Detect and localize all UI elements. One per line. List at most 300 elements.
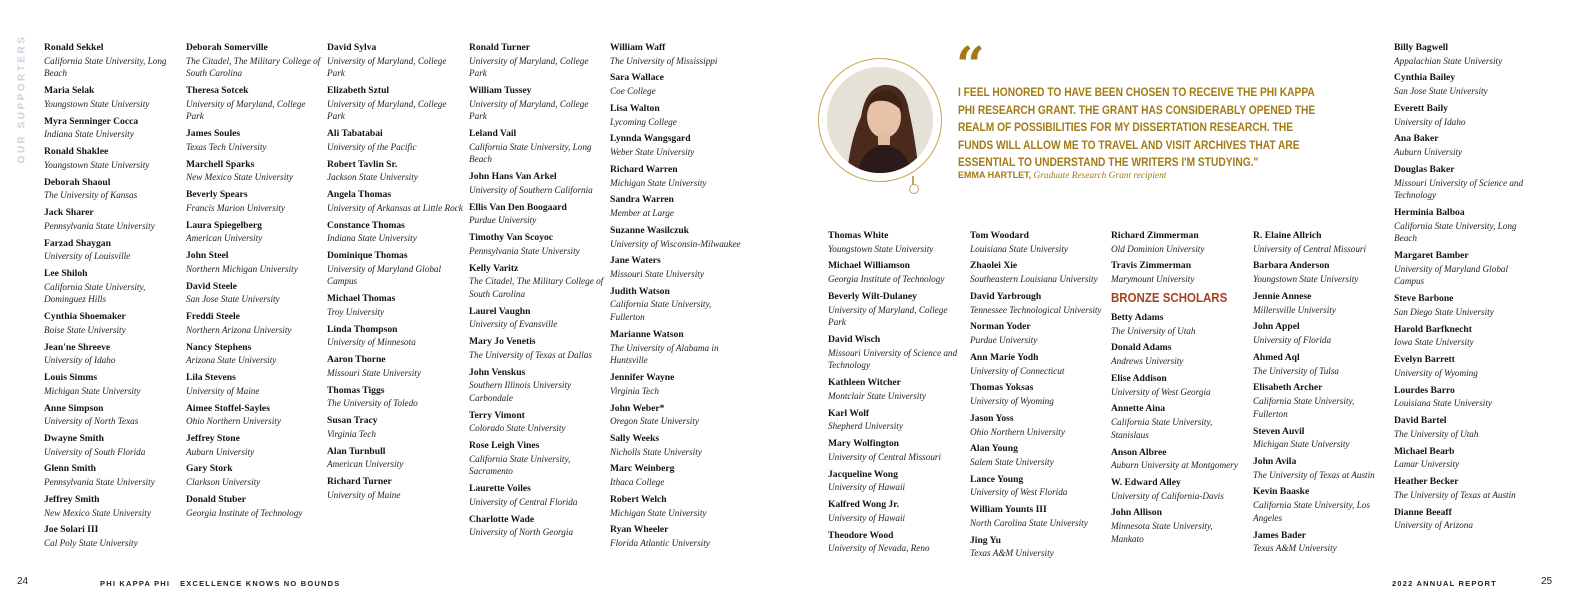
supporters-column-10 xyxy=(1394,42,1530,537)
supporter-school: San Jose State University xyxy=(186,294,280,305)
supporter-entry xyxy=(1394,250,1530,288)
supporter-name: Donald Stuber xyxy=(186,493,246,505)
supporter-entry xyxy=(1394,207,1530,245)
supporter-school: Member at Large xyxy=(610,208,674,219)
supporter-entry xyxy=(970,413,1106,438)
supporter-name: Marianne Watson xyxy=(610,328,684,340)
supporter-entry xyxy=(610,255,746,280)
supporter-entry xyxy=(1394,293,1530,318)
supporter-school: The University of Texas at Austin xyxy=(1253,469,1375,480)
supporter-name: David Bartel xyxy=(1394,415,1447,427)
supporter-school: Michigan State University xyxy=(1253,439,1350,450)
supporter-name: Ronald Sekkel xyxy=(44,42,104,53)
supporter-entry xyxy=(469,232,605,257)
supporter-entry xyxy=(970,443,1106,468)
supporter-school: University of Central Florida xyxy=(469,496,578,507)
supporter-name: Everett Baily xyxy=(1394,102,1448,114)
supporter-name: Judith Watson xyxy=(610,285,670,297)
supporter-entry xyxy=(44,372,180,397)
supporter-school: Andrews University xyxy=(1111,356,1184,367)
supporter-name: Louis Simms xyxy=(44,372,98,384)
supporter-school: Youngstown State University xyxy=(44,98,150,109)
supporter-name: Mary Wolfington xyxy=(828,438,899,450)
supporter-entry xyxy=(186,42,322,80)
supporter-school: The University of Alabama in Huntsville xyxy=(610,342,719,366)
supporter-school: Auburn University at Montgomery xyxy=(1111,460,1238,471)
supporter-school: University of Arkansas at Little Rock xyxy=(327,202,463,213)
supporter-school: The University of Texas at Austin xyxy=(1394,489,1516,500)
quote-author: EMMA HARTLET, xyxy=(958,170,1032,180)
supporter-entry xyxy=(327,415,463,440)
supporter-name: Jacqueline Wong xyxy=(828,468,898,480)
supporter-entry xyxy=(1111,342,1247,367)
supporter-entry xyxy=(828,291,964,329)
supporter-name: Jeffrey Stone xyxy=(186,433,240,444)
supporter-school: The Citadel, The Military College of South Carolina xyxy=(469,276,604,299)
supporter-school: Ohio Northern University xyxy=(186,416,281,427)
supporter-school: University of Maryland, College Park xyxy=(186,98,306,122)
supporter-name: Susan Tracy xyxy=(327,415,378,427)
supporter-entry xyxy=(1111,507,1247,545)
supporter-school: Northern Michigan University xyxy=(186,263,298,274)
supporter-entry xyxy=(970,474,1106,499)
supporter-entry xyxy=(186,342,322,367)
supporter-name: Myra Senninger Cocca xyxy=(44,115,139,127)
supporter-entry xyxy=(1253,530,1389,555)
supporters-column-2 xyxy=(186,42,322,524)
supporter-entry xyxy=(970,260,1106,285)
supporter-entry xyxy=(1111,312,1247,337)
supporter-entry xyxy=(610,433,746,458)
supporter-school: Boise State University xyxy=(44,324,126,335)
supporter-school: University of Maryland, College Park xyxy=(469,98,589,122)
supporter-school: University of Maine xyxy=(327,489,401,500)
supporter-entry xyxy=(610,286,746,324)
supporter-entry xyxy=(970,230,1106,255)
supporter-school: University of Maryland, College Park xyxy=(469,55,589,79)
supporter-name: William Waff xyxy=(610,42,666,53)
supporter-entry xyxy=(327,250,463,288)
supporter-name: Elise Addison xyxy=(1111,372,1167,384)
supporter-school: Ithaca College xyxy=(610,477,665,488)
supporter-school: Coe College xyxy=(610,86,656,97)
supporter-entry xyxy=(469,306,605,331)
supporter-school: Colorado State University xyxy=(469,423,566,434)
supporter-name: Ali Tabatabai xyxy=(327,128,383,140)
supporter-entry xyxy=(186,372,322,397)
supporter-entry xyxy=(44,433,180,458)
section-label: OUR SUPPORTERS xyxy=(16,34,28,164)
supporter-school: Millersville University xyxy=(1253,304,1336,315)
supporter-entry xyxy=(44,268,180,306)
supporter-name: Lance Young xyxy=(970,473,1024,485)
supporter-entry xyxy=(1111,477,1247,502)
supporter-entry xyxy=(44,42,180,80)
supporter-school: Texas A&M University xyxy=(1253,543,1337,554)
supporter-name: Joe Solari III xyxy=(44,524,99,536)
supporter-school: Michigan State University xyxy=(44,385,141,396)
photo-dot xyxy=(909,184,919,194)
supporter-entry xyxy=(828,260,964,285)
supporter-name: Herminia Balboa xyxy=(1394,207,1465,219)
supporter-school: University of North Georgia xyxy=(469,527,574,538)
supporter-school: University of Wisconsin-Milwaukee xyxy=(610,238,741,249)
supporter-school: California State University, Stanislaus xyxy=(1111,417,1213,440)
supporter-name: Robert Tavlin Sr. xyxy=(327,158,398,170)
supporter-entry xyxy=(186,433,322,458)
supporter-school: North Carolina State University xyxy=(970,517,1088,528)
supporter-name: Michael Thomas xyxy=(327,293,396,305)
supporter-name: Harold Barfknecht xyxy=(1394,323,1472,335)
supporter-entry xyxy=(44,494,180,519)
supporter-entry xyxy=(469,202,605,227)
supporter-school: Oregon State University xyxy=(610,416,699,427)
supporter-name: Jean'ne Shreeve xyxy=(44,341,111,353)
supporter-name: Douglas Baker xyxy=(1394,163,1455,175)
supporter-name: Jing Yu xyxy=(970,534,1002,546)
footer-org-name: PHI KAPPA PHI xyxy=(100,579,171,588)
supporter-entry xyxy=(828,334,964,372)
supporter-name: John Appel xyxy=(1253,321,1300,333)
supporter-name: William Younts III xyxy=(970,504,1047,516)
supporter-school: Minnesota State University, Mankato xyxy=(1111,521,1213,544)
supporter-school: University of Florida xyxy=(1253,335,1332,346)
supporter-entry xyxy=(1394,72,1530,97)
supporter-name: Ellis Van Den Boogaard xyxy=(469,201,567,213)
supporter-name: Jennifer Wayne xyxy=(610,372,675,384)
supporter-school: The University of Utah xyxy=(1394,428,1479,439)
supporter-school: California State University, Fullerton xyxy=(1253,396,1355,419)
supporter-school: Youngstown State University xyxy=(1253,274,1359,285)
supporter-school: Virginia Tech xyxy=(610,385,659,396)
supporter-entry xyxy=(1111,403,1247,441)
supporter-entry xyxy=(44,85,180,110)
supporter-school: Michigan State University xyxy=(610,177,707,188)
supporter-name: Theodore Wood xyxy=(828,529,894,541)
supporter-name: Lisa Walton xyxy=(610,102,660,114)
footer-report: 2022 ANNUAL REPORT xyxy=(1392,579,1497,588)
supporter-name: Rose Leigh Vines xyxy=(469,440,540,452)
bronze-scholars-heading: BRONZE SCHOLARS xyxy=(1111,290,1228,305)
supporter-school: Pennsylvania State University xyxy=(44,220,155,231)
supporter-name: Aimee Stoffel-Sayles xyxy=(186,402,270,414)
supporter-name: David Yarbrough xyxy=(970,290,1042,302)
supporter-name: Beverly Spears xyxy=(186,189,248,201)
supporter-entry xyxy=(610,403,746,428)
supporter-name: Donald Adams xyxy=(1111,342,1172,354)
supporter-school: University of Southern California xyxy=(469,184,593,195)
supporter-entry xyxy=(469,263,605,301)
supporters-column-8 xyxy=(1111,230,1247,551)
supporter-name: Cynthia Bailey xyxy=(1394,72,1456,84)
supporter-name: Timothy Van Scoyoc xyxy=(469,232,554,244)
supporter-school: California State University, Los Angeles xyxy=(1253,500,1370,523)
supporter-name: Annette Aina xyxy=(1111,403,1166,415)
supporter-school: American University xyxy=(186,233,263,244)
supporter-name: Ronald Turner xyxy=(469,42,531,53)
supporter-entry xyxy=(1394,42,1530,67)
supporter-school: University of Maryland, College Park xyxy=(828,304,948,328)
supporter-entry xyxy=(970,352,1106,377)
supporter-school: California State University, Long Beach xyxy=(1394,220,1517,244)
supporter-school: University of Idaho xyxy=(1394,116,1466,127)
supporter-school: California State University, Long Beach xyxy=(469,141,592,165)
supporter-school: Purdue University xyxy=(970,335,1038,346)
supporter-entry xyxy=(327,42,463,80)
supporter-name: Barbara Anderson xyxy=(1253,260,1330,272)
supporter-name: Tom Woodard xyxy=(970,230,1029,241)
supporter-school: University of North Texas xyxy=(44,416,139,427)
supporter-entry xyxy=(970,321,1106,346)
supporter-school: Virginia Tech xyxy=(327,428,376,439)
supporter-entry xyxy=(1253,352,1389,377)
supporter-entry xyxy=(469,367,605,405)
supporter-name: John Weber* xyxy=(610,402,665,414)
supporter-name: Farzad Shaygan xyxy=(44,237,111,249)
supporter-name: Kathleen Witcher xyxy=(828,377,901,389)
supporter-school: Clarkson University xyxy=(186,477,261,488)
supporter-name: John Venskus xyxy=(469,366,526,378)
supporter-school: Southern Illinois University Carbondale xyxy=(469,380,572,403)
supporter-school: Missouri University of Science and Technology xyxy=(1394,177,1524,201)
supporter-name: Ryan Wheeler xyxy=(610,524,669,536)
supporter-name: Charlotte Wade xyxy=(469,513,535,525)
supporter-entry xyxy=(327,159,463,184)
supporter-name: Mary Jo Venetis xyxy=(469,336,536,348)
supporter-name: Alan Young xyxy=(970,443,1018,455)
supporter-entry xyxy=(44,238,180,263)
supporter-entry xyxy=(327,85,463,123)
supporter-entry xyxy=(44,311,180,336)
supporter-name: Lynnda Wangsgard xyxy=(610,133,691,145)
supporter-entry xyxy=(186,128,322,153)
supporter-school: The University of Mississippi xyxy=(610,55,718,66)
supporter-name: Laurette Voiles xyxy=(469,483,531,495)
supporter-entry xyxy=(610,72,746,97)
supporter-school: Missouri University of Science and Technology xyxy=(828,347,958,371)
supporter-entry xyxy=(1394,415,1530,440)
supporter-school: University of Connecticut xyxy=(970,365,1065,376)
supporter-name: Angela Thomas xyxy=(327,189,392,201)
supporter-name: Michael Bearb xyxy=(1394,445,1455,457)
supporter-name: Deborah Somerville xyxy=(186,42,268,53)
supporter-entry xyxy=(469,42,605,80)
supporter-entry xyxy=(1111,230,1247,255)
supporter-name: Kelly Varitz xyxy=(469,262,519,274)
supporter-school: Youngstown State University xyxy=(44,159,150,170)
supporter-name: Deborah Shaoul xyxy=(44,176,111,188)
supporter-school: The University of Toledo xyxy=(327,398,418,409)
supporter-name: Linda Thompson xyxy=(327,323,398,335)
supporter-name: Richard Turner xyxy=(327,476,392,488)
supporter-name: John Allison xyxy=(1111,507,1162,519)
supporter-school: Appalachian State University xyxy=(1394,55,1503,66)
supporter-entry xyxy=(469,128,605,166)
supporter-entry xyxy=(1394,446,1530,471)
supporter-school: Northern Arizona University xyxy=(186,324,292,335)
supporters-column-1 xyxy=(44,42,180,555)
supporter-entry xyxy=(327,293,463,318)
supporter-school: Lamar University xyxy=(1394,459,1460,470)
supporter-entry xyxy=(828,408,964,433)
supporter-entry xyxy=(186,189,322,214)
supporter-school: University of Maryland Global Campus xyxy=(327,263,442,287)
supporter-school: Montclair State University xyxy=(828,390,926,401)
supporter-entry xyxy=(1253,456,1389,481)
supporter-name: Laura Spiegelberg xyxy=(186,219,262,231)
supporter-entry xyxy=(469,514,605,539)
recipient-photo xyxy=(827,67,933,173)
supporter-school: Indiana State University xyxy=(44,129,134,140)
supporter-name: Steve Barbone xyxy=(1394,293,1454,305)
supporter-entry xyxy=(327,324,463,349)
supporter-name: Michael Williamson xyxy=(828,260,910,272)
supporter-school: University of the Pacific xyxy=(327,141,417,152)
supporter-entry xyxy=(610,42,746,67)
supporter-name: Aaron Thorne xyxy=(327,354,386,366)
supporter-name: Marchell Sparks xyxy=(186,158,255,170)
supporter-entry xyxy=(828,469,964,494)
supporter-school: Ohio Northern University xyxy=(970,426,1065,437)
supporters-column-7 xyxy=(970,230,1106,565)
supporter-school: Georgia Institute of Technology xyxy=(186,507,303,518)
supporter-entry xyxy=(610,103,746,128)
supporter-name: Steven Auvil xyxy=(1253,425,1305,437)
supporter-school: University of Nevada, Reno xyxy=(828,543,930,554)
supporter-school: San Diego State University xyxy=(1394,306,1494,317)
supporter-entry xyxy=(1394,103,1530,128)
supporter-school: University of Maine xyxy=(186,385,260,396)
supporter-entry xyxy=(828,377,964,402)
supporter-name: Ana Baker xyxy=(1394,133,1439,145)
supporter-school: University of Idaho xyxy=(44,355,116,366)
supporter-school: Marymount University xyxy=(1111,274,1195,285)
supporter-name: Robert Welch xyxy=(610,493,667,505)
supporter-entry xyxy=(327,446,463,471)
supporter-entry xyxy=(1253,426,1389,451)
supporter-name: John Steel xyxy=(186,250,229,262)
supporter-name: Elizabeth Sztul xyxy=(327,85,390,97)
supporter-entry xyxy=(327,220,463,245)
supporter-school: The University of Tulsa xyxy=(1253,365,1340,376)
supporter-school: University of West Florida xyxy=(970,487,1068,498)
supporter-entry xyxy=(1394,385,1530,410)
quote-text: I FEEL HONORED TO HAVE BEEN CHOSEN TO RECEIVE THE PHI KAPPA PHI RESEARCH GRANT. THE GRANT HAS CONSIDERABLY OPENED THE REALM OF POSSIBILITIES FOR MY DISSERTATION RESEARCH. THE FUNDS WILL ALLOW ME TO TRAVEL AND VISIT ARCHIVES THAT ARE ESSENTIAL TO UNDERSTAND THE WRITERS I'M STUDYING." xyxy=(958,86,1316,169)
supporter-name: Norman Yoder xyxy=(970,321,1031,333)
supporter-name: Travis Zimmerman xyxy=(1111,260,1192,272)
supporter-entry xyxy=(44,342,180,367)
supporter-name: James Soules xyxy=(186,128,241,140)
supporter-name: Glenn Smith xyxy=(44,463,96,475)
supporter-entry xyxy=(186,159,322,184)
supporter-school: University of Hawaii xyxy=(828,512,906,523)
supporter-entry xyxy=(610,494,746,519)
supporter-name: David Sylva xyxy=(327,42,377,53)
column-8-top xyxy=(1111,230,1247,286)
supporter-school: Pennsylvania State University xyxy=(44,477,155,488)
page-number-left: 24 xyxy=(17,576,29,587)
supporter-entry xyxy=(469,410,605,435)
supporter-name: Maria Selak xyxy=(44,85,95,97)
supporter-school: University of Maryland, College Park xyxy=(327,98,447,122)
supporter-entry xyxy=(970,504,1106,529)
supporter-entry xyxy=(1394,476,1530,501)
supporter-name: W. Edward Alley xyxy=(1111,476,1181,488)
supporter-name: Betty Adams xyxy=(1111,311,1164,323)
supporter-entry xyxy=(469,440,605,478)
supporter-school: University of Wyoming xyxy=(970,396,1054,407)
supporter-school: The University of Utah xyxy=(1111,325,1196,336)
supporter-name: Cynthia Shoemaker xyxy=(44,311,126,323)
supporter-name: Jane Waters xyxy=(610,255,661,267)
supporter-name: James Bader xyxy=(1253,529,1307,541)
supporter-school: New Mexico State University xyxy=(186,172,293,183)
supporter-entry xyxy=(1394,133,1530,158)
supporter-name: Evelyn Barrett xyxy=(1394,354,1455,366)
supporter-school: University of Central Missouri xyxy=(1253,243,1367,254)
supporter-name: Sally Weeks xyxy=(610,433,660,444)
supporter-school: New Mexico State University xyxy=(44,507,151,518)
supporter-school: The University of Texas at Dallas xyxy=(469,349,592,360)
supporter-entry xyxy=(1253,260,1389,285)
supporter-entry xyxy=(44,146,180,171)
supporter-school: Auburn University xyxy=(186,446,255,457)
supporter-name: R. Elaine Allrich xyxy=(1253,230,1322,241)
supporter-school: University of Hawaii xyxy=(828,482,906,493)
supporter-school: Jackson State University xyxy=(327,172,418,183)
supporter-school: Cal Poly State University xyxy=(44,538,138,549)
supporter-name: Jennie Annese xyxy=(1253,290,1312,302)
supporter-school: Troy University xyxy=(327,306,385,317)
supporter-entry xyxy=(610,225,746,250)
footer-org xyxy=(100,579,340,588)
supporter-entry xyxy=(1253,291,1389,316)
supporter-entry xyxy=(610,463,746,488)
supporter-school: Louisiana State University xyxy=(1394,398,1492,409)
supporter-entry xyxy=(469,483,605,508)
supporter-school: University of West Georgia xyxy=(1111,386,1211,397)
supporter-school: Auburn University xyxy=(1394,147,1463,158)
supporter-entry xyxy=(186,281,322,306)
supporter-name: Thomas Tiggs xyxy=(327,384,385,396)
supporter-school: University of California-Davis xyxy=(1111,490,1224,501)
supporter-name: Kalfred Wong Jr. xyxy=(828,499,899,511)
supporter-entry xyxy=(186,220,322,245)
supporter-name: Anson Albree xyxy=(1111,446,1167,458)
supporter-entry xyxy=(44,116,180,141)
supporter-name: Billy Bagwell xyxy=(1394,42,1449,53)
supporter-school: University of Louisville xyxy=(44,251,131,262)
supporter-entry xyxy=(327,189,463,214)
supporter-name: John Hans Van Arkel xyxy=(469,171,557,183)
supporter-entry xyxy=(186,403,322,428)
supporter-name: Leland Vail xyxy=(469,128,517,140)
supporter-entry xyxy=(610,329,746,367)
supporter-name: Ronald Shaklee xyxy=(44,146,109,158)
supporter-entry xyxy=(1394,507,1530,532)
supporter-school: Weber State University xyxy=(610,147,695,158)
supporter-school: Iowa State University xyxy=(1394,337,1474,348)
supporter-entry xyxy=(1394,354,1530,379)
supporter-entry xyxy=(327,385,463,410)
supporter-school: California State University, Sacramento xyxy=(469,453,571,477)
supporter-school: Purdue University xyxy=(469,215,537,226)
supporter-school: Old Dominion University xyxy=(1111,243,1205,254)
supporter-entry xyxy=(327,476,463,501)
supporter-school: University of Arizona xyxy=(1394,520,1473,531)
supporter-name: Suzanne Wasilczuk xyxy=(610,224,689,236)
supporter-entry xyxy=(1111,373,1247,398)
